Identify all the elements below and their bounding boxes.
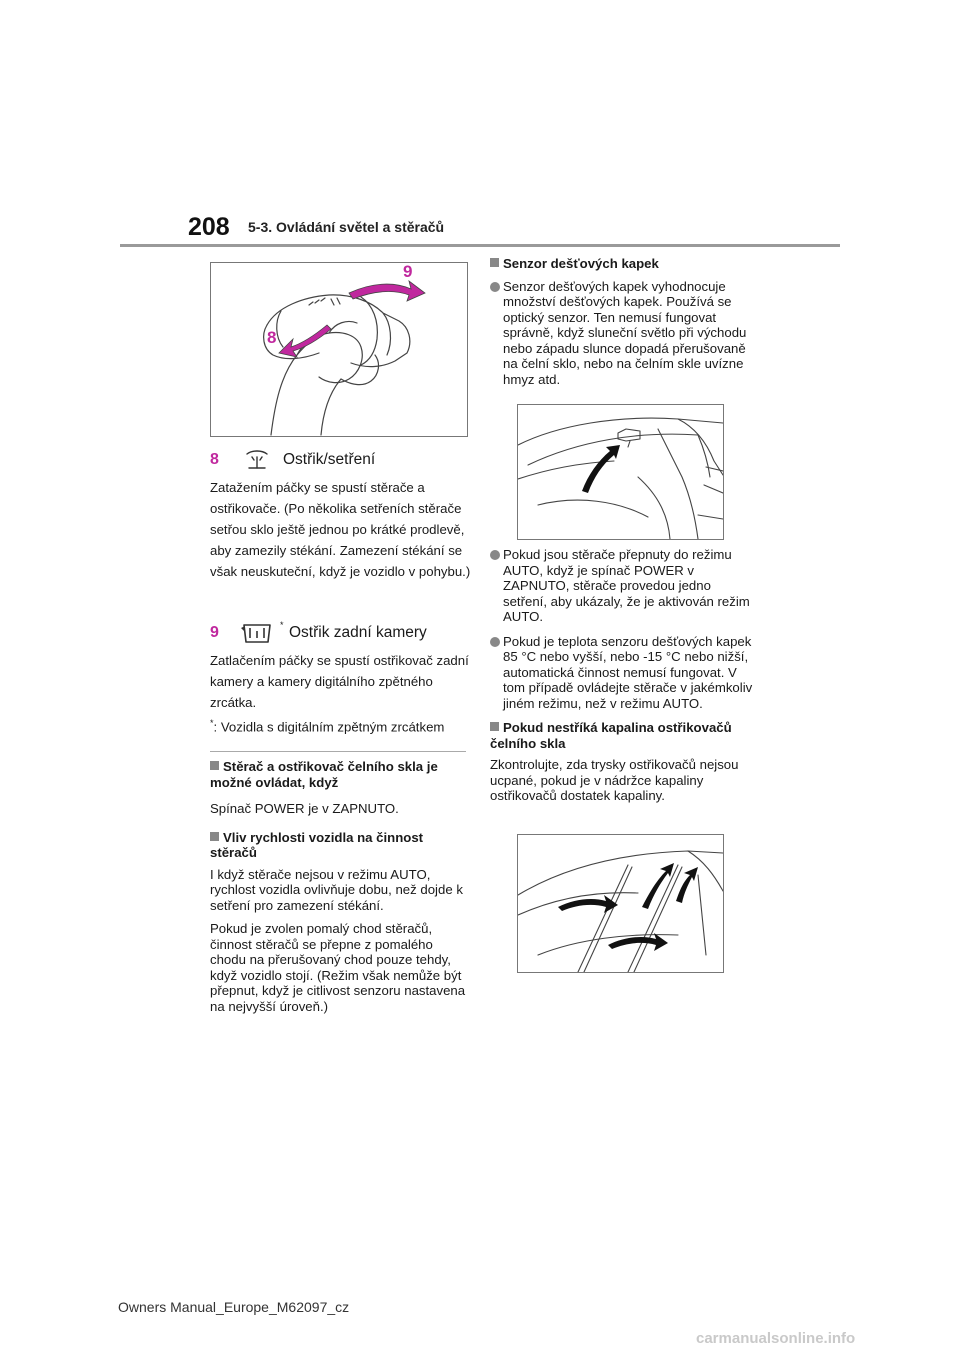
washer-wipe-icon — [244, 448, 270, 477]
square-bullet — [210, 832, 219, 841]
auto-bullet-1: Pokud jsou stěrače přepnuty do režimu AUTO, když je spínač POWER v ZAPNUTO, stěrače provedou jedno setření, aby ukázaly, že je aktivován režim AUTO. — [490, 547, 754, 625]
item-8-label: Ostřik/setření — [283, 451, 376, 468]
note-text-speed-1: I když stěrače nejsou v režimu AUTO, rychlost vozidla ovlivňuje dobu, než dojde k setření pro zamezení stékání. — [210, 866, 463, 913]
washer-nozzle-illustration — [517, 834, 724, 973]
sensor-bullet: Senzor dešťových kapek vyhodnocuje množství dešťových kapek. Používá se optický senzor. Ten nemusí fungovat správně, když sluneční světlo při východu nebo západu slunce dopadá přerušovaně na čelní sklo, nebo na čelním skle uvízne hmyz atd. — [490, 279, 752, 388]
figure-label-8: 8 — [267, 328, 277, 347]
footer-text: Owners Manual_Europe_M62097_cz — [118, 1299, 350, 1315]
watermark: carmanualsonline.info — [696, 1330, 856, 1347]
sensor-heading: Senzor dešťových kapek — [490, 256, 752, 272]
fluid-text: Zkontrolujte, zda trysky ostřikovačů nejsou ucpané, pokud je v nádržce kapaliny ostřikovačů dostatek kapaliny. — [490, 757, 739, 803]
divider — [210, 751, 466, 752]
square-bullet — [490, 722, 499, 731]
figure-label-9: 9 — [403, 263, 413, 281]
item-9-description: Zatlačením páčky se spustí ostřikovač zadní kamery a kamery digitálního zpětného zrcátka. — [210, 653, 469, 710]
section-title: 5-3. Ovládání světel a stěračů — [248, 219, 445, 235]
round-bullet — [490, 637, 500, 647]
footnote-mark: * — [210, 718, 214, 728]
wiper-lever-illustration — [210, 262, 468, 437]
auto-bullet-2: Pokud je teplota senzoru dešťových kapek 85 °C nebo vyšší, nebo -15 °C nebo nižší, automatická činnost nemusí fungovat. V tom případě ovládejte stěrače v jakémkoliv jiném režimu, než v režimu AUTO. — [490, 634, 754, 712]
footnote-text: : Vozidla s digitálním zpětným zrcátkem — [213, 719, 445, 735]
item-9-label: Ostřik zadní kamery — [289, 624, 427, 641]
footnote — [210, 713, 472, 737]
rain-sensor-illustration — [517, 404, 724, 540]
item-8-description: Zatažením páčky se spustí stěrače a ostřikovače. (Po několika setřeních stěrače setřou sklo ještě jednou po krátké prodlevě, aby zamezily stékání. Zamezení stékání se však neuskuteční, když je vozidlo v pohybu.) — [210, 480, 471, 579]
note-heading-operation: Stěrač a ostřikovač čelního skla je možné ovládat, když — [210, 759, 438, 790]
round-bullet — [490, 282, 500, 292]
right-sensor-notes — [490, 256, 752, 387]
header-rule — [120, 244, 840, 247]
item-9-row — [210, 620, 472, 646]
item-8-number: 8 — [210, 451, 219, 468]
left-notes — [210, 759, 468, 1014]
note-text-operation: Spínač POWER je v ZAPNUTO. — [210, 801, 399, 816]
square-bullet — [210, 761, 219, 770]
item-8-row — [210, 451, 470, 473]
right-auto-notes — [490, 547, 754, 804]
rear-camera-washer-icon — [240, 620, 274, 651]
page-number: 208 — [188, 213, 230, 241]
item-9-asterisk: * — [280, 620, 284, 630]
note-heading-speed: Vliv rychlosti vozidla na činnost stěračů — [210, 829, 424, 860]
note-text-speed-2: Pokud je zvolen pomalý chod stěračů, činnost stěračů se přepne z pomalého chodu na přerušovaný chod pouze tehdy, když vozidlo stojí. (Režim však nemůže být přepnut, když je citlivost senzoru nastavena na nejvyšší úroveň.) — [210, 921, 466, 1014]
round-bullet — [490, 550, 500, 560]
fluid-heading: Pokud nestříká kapalina ostřikovačů čelního skla — [490, 720, 732, 751]
square-bullet — [490, 258, 499, 267]
item-9-number: 9 — [210, 624, 219, 641]
